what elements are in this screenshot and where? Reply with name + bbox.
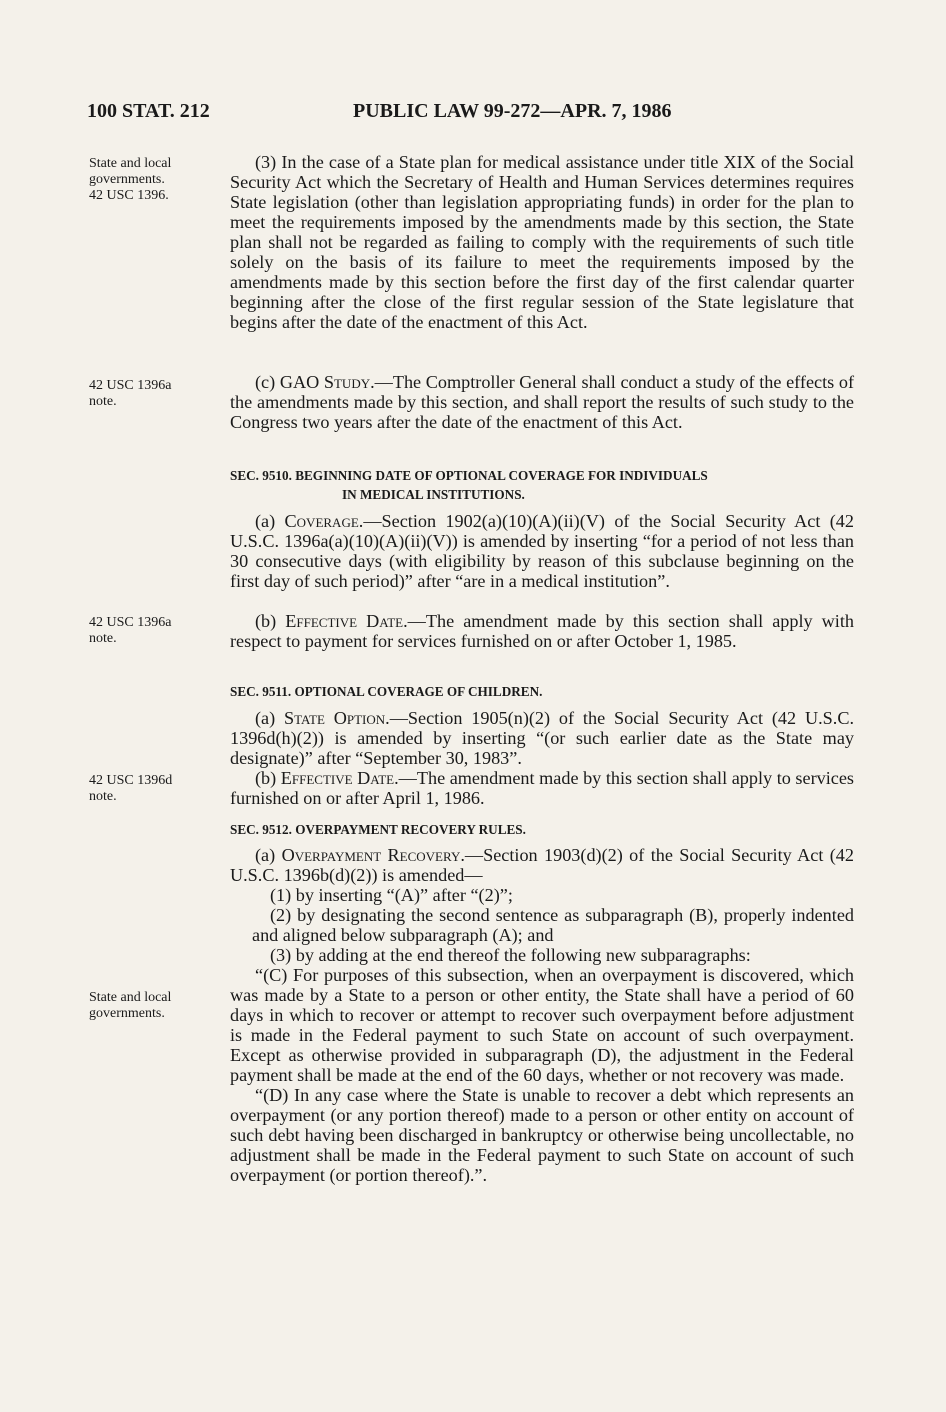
paragraph-text (230, 372, 854, 432)
section-heading-line: IN MEDICAL INSTITUTIONS. (342, 487, 525, 502)
paragraph-text (230, 845, 854, 885)
subparagraph-d: “(D) In any case where the State is unable to recover a debt which represents an overpayment (or any portion thereof) made to a person or other entity on account of such debt having been discharged in bankruptcy or otherwise being uncollectable, no adjustment shall be made in the Federal payment to such State on account of such overpayment (or portion thereof).”. (230, 1085, 854, 1185)
subsection-lead: (a) (255, 511, 276, 531)
subsection-lead: (b) (255, 768, 277, 788)
subsection-text: .—The Comptroller General shall conduct a study of the effects of the amendments made by this section, and shall report the results of such study to the Congress two years after the date of the enactment of this Act. (230, 372, 855, 432)
paragraph-text (230, 708, 854, 768)
subsection-text: .—The amendment made by this section shall apply with respect to payment for services furnished on or after October 1, 1985. (230, 611, 855, 651)
statute-page-number: 100 STAT. 212 (87, 100, 210, 122)
margin-note-line: State and local (89, 990, 172, 1005)
margin-note-state-local-1 (89, 156, 219, 204)
gao-study-paragraph (230, 372, 854, 432)
amendment-list (230, 885, 854, 965)
subsection-heading: Effective Date (280, 768, 395, 788)
list-item: (2) by designating the second sentence as subparagraph (B), properly indented and aligned below subparagraph (A); and (252, 905, 854, 945)
public-law-title: PUBLIC LAW 99-272—APR. 7, 1986 (353, 100, 672, 122)
margin-note-state-local-2 (89, 990, 219, 1022)
subsection-text: .—Section 1902(a)(10)(A)(ii)(V) of the Social Security Act (42 U.S.C. 1396a(a)(10)(A)(ii)(V)) is amended by inserting “for a period of not less than 30 consecutive days (with eligibility by reason of this subclause beginning on the first day of such period)” after “are in a medical institution”. (230, 511, 854, 591)
margin-note-line: 42 USC 1396. (89, 188, 169, 203)
page-header (87, 100, 857, 132)
subsection-lead: (a) (255, 708, 276, 728)
section-9512-heading (230, 820, 854, 839)
margin-note-line: 42 USC 1396d (89, 773, 173, 788)
subsection-lead: (b) (255, 611, 277, 631)
section-heading-line: SEC. 9510. BEGINNING DATE OF OPTIONAL COVERAGE FOR INDIVIDUALS (230, 468, 708, 483)
section-heading-line: SEC. 9512. OVERPAYMENT RECOVERY RULES. (230, 822, 526, 837)
margin-note-usc-1396a-1 (89, 378, 219, 410)
subsection-text: .—Section 1903(d)(2) of the Social Security Act (42 U.S.C. 1396b(d)(2)) is amended— (230, 845, 854, 885)
paragraph-text (230, 768, 854, 808)
margin-note-line: governments. (89, 172, 165, 187)
subsection-text: .—The amendment made by this section shall apply to services furnished on or after April 1, 1986. (230, 768, 854, 808)
margin-note-usc-1396a-2 (89, 615, 219, 647)
subsection-lead: (c) GAO (255, 372, 320, 392)
paragraph-text (230, 611, 854, 651)
subsection-heading: Overpayment Recovery (281, 845, 461, 865)
margin-note-line: note. (89, 394, 117, 409)
list-item: (1) by inserting “(A)” after “(2)”; (270, 885, 513, 905)
subparagraph-c: “(C) For purposes of this subsection, when an overpayment is discovered, which was made by a State to a person or other entity, the State shall have a period of 60 days in which to recover or attempt to recover such overpayment before adjustment is made in the Federal payment to such State on account of such overpayment. Except as otherwise provided in subparagraph (D), the adjustment in the Federal payment shall be made at the end of the 60 days, whether or not recovery was made. (230, 965, 854, 1085)
margin-note-line: note. (89, 789, 117, 804)
section-9512-a (230, 845, 854, 1185)
subsection-heading: Study (323, 372, 371, 392)
section-9511-a (230, 708, 854, 768)
paragraph-3 (230, 152, 854, 332)
section-9510-heading (230, 466, 854, 504)
list-item: (3) by adding at the end thereof the following new subparagraphs: (270, 945, 751, 965)
margin-note-line: 42 USC 1396a (89, 615, 172, 630)
subsection-text: .—Section 1905(n)(2) of the Social Security Act (42 U.S.C. 1396d(h)(2)) is amended by inserting “(or such earlier date as the State may designate)” after “September 30, 1983”. (230, 708, 854, 768)
subsection-lead: (a) (255, 845, 276, 865)
paragraph-text (230, 511, 854, 591)
paragraph-text: (3) In the case of a State plan for medical assistance under title XIX of the Social Security Act which the Secretary of Health and Human Services determines requires State legislation (other than legislation appropriating funds) in order for the plan to meet the requirements imposed by the amendments made by this section, the State plan shall not be regarded as failing to comply with the requirements of such title solely on the basis of its failure to meet the requirements imposed by the amendments made by this section before the first day of the first calendar quarter beginning after the close of the first regular session of the State legislature that begins after the date of the enactment of this Act. (230, 152, 854, 332)
margin-note-line: 42 USC 1396a (89, 378, 172, 393)
subsection-heading: Coverage (284, 511, 359, 531)
margin-note-usc-1396d (89, 773, 219, 805)
subsection-heading: State Option (284, 708, 386, 728)
margin-note-line: note. (89, 631, 117, 646)
section-9510-b (230, 611, 854, 651)
section-9511-heading (230, 682, 854, 701)
section-heading-line: SEC. 9511. OPTIONAL COVERAGE OF CHILDREN. (230, 684, 543, 699)
margin-note-line: governments. (89, 1006, 165, 1021)
margin-note-line: State and local (89, 156, 172, 171)
section-9511-b (230, 768, 854, 808)
subsection-heading: Effective Date (285, 611, 404, 631)
section-9510-a (230, 511, 854, 591)
